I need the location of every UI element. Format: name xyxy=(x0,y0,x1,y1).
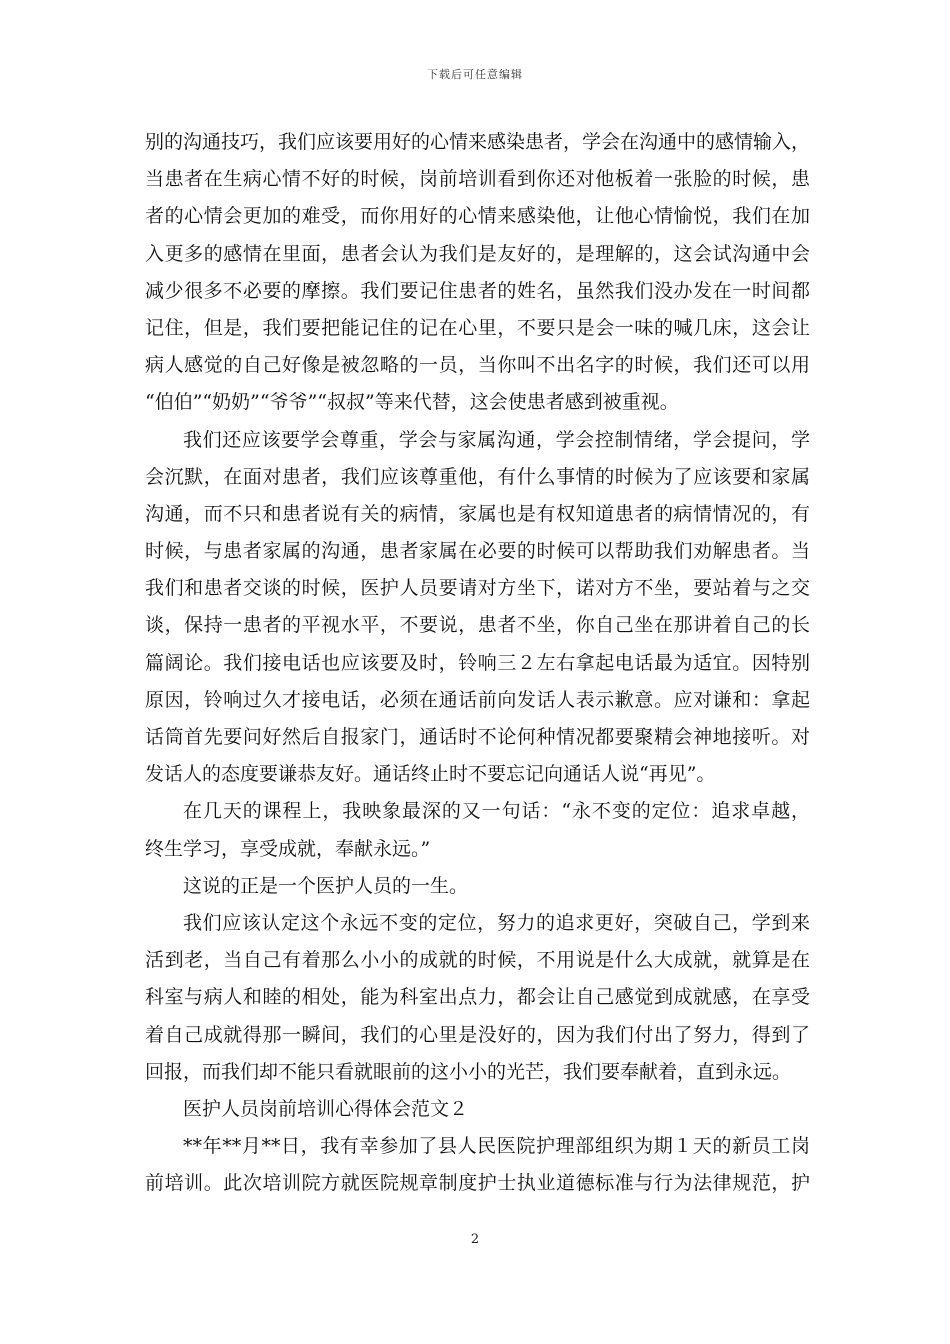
document-body xyxy=(145,124,810,1202)
text-line: 前培训。此次培训院方就医院规章制度护士执业道德标准与行为法律规范，护 xyxy=(145,1172,810,1195)
text-line: 减少很多不必要的摩擦。我们要记住患者的姓名，虽然我们没办发在一时间都 xyxy=(145,279,810,302)
text-line: 别的沟通技巧，我们应该要用好的心情来感染患者，学会在沟通中的感情输入， xyxy=(145,131,810,153)
text-line: 病人感觉的自己好像是被忽略的一员，当你叫不出名字的时候，我们还可以用 xyxy=(145,354,810,377)
text-line: 我们和患者交谈的时候，医护人员要请对方坐下，诺对方不坐，要站着与之交 xyxy=(145,577,810,600)
text-line: 原因，铃响过久才接电话，必须在通话前向发话人表示歉意。应对谦和：拿起 xyxy=(145,688,810,711)
text-line: 我们应该认定这个永远不变的定位，努力的追求更好，突破自己，学到来 xyxy=(183,911,810,934)
text-line: **年**月**日，我有幸参加了县人民医院护理部组织为期１天的新员工岗 xyxy=(183,1135,810,1158)
text-line: 着自己成就得那一瞬间，我们的心里是没好的，因为我们付出了努力，得到了 xyxy=(145,1023,810,1046)
page-header: 下载后可任意编辑 xyxy=(427,68,523,81)
text-line: 发话人的态度要谦恭友好。通话终止时不要忘记向通话人说“再见”。 xyxy=(145,763,716,786)
text-line: 我们还应该要学会尊重，学会与家属沟通，学会控制情绪，学会提问，学 xyxy=(183,428,810,451)
text-line: 这说的正是一个医护人员的一生。 xyxy=(183,874,469,897)
text-line: 者的心情会更加的难受，而你用好的心情来感染他，让他心情愉悦，我们在加 xyxy=(145,205,810,228)
text-line: 话筒首先要问好然后自报家门，通话时不论何种情况都要聚精会神地接听。对 xyxy=(145,726,810,748)
text-line: 回报，而我们却不能只看就眼前的这小小的光芒，我们要奉献着，直到永远。 xyxy=(145,1060,792,1083)
text-line: 终生学习，享受成就，奉献永远。” xyxy=(145,837,431,860)
text-line: 入更多的感情在里面，患者会认为我们是友好的，是理解的，这会试沟通中会 xyxy=(145,242,810,265)
text-line: 谈，保持一患者的平视水平，不要说，患者不坐，你自己坐在那讲着自己的长 xyxy=(145,614,810,637)
text-line: “伯伯”“奶奶”“爷爷”“叔叔”等来代替，这会使患者感到被重视。 xyxy=(145,391,679,414)
text-line: 当患者在生病心情不好的时候，岗前培训看到你还对他板着一张脸的时候，患 xyxy=(145,168,810,191)
text-line: 沟通，而不只和患者说有关的病情，家属也是有权知道患者的病情情况的，有 xyxy=(145,502,810,525)
page-number: 2 xyxy=(470,1232,480,1247)
text-line: 在几天的课程上，我映象最深的又一句话：“永不变的定位：追求卓越， xyxy=(183,800,810,823)
text-line: 篇阔论。我们接电话也应该要及时，铃响三２左右拿起电话最为适宜。因特别 xyxy=(145,651,810,674)
text-line: 时候，与患者家属的沟通，患者家属在必要的时候可以帮助我们劝解患者。当 xyxy=(145,540,810,563)
text-line: 会沉默，在面对患者，我们应该尊重他，有什么事情的时候为了应该要和家属 xyxy=(145,465,810,488)
text-line: 活到老，当自己有着那么小小的成就的时候，不用说是什么大成就，就算是在 xyxy=(145,949,810,972)
section-heading: 医护人员岗前培训心得体会范文２ xyxy=(183,1097,469,1120)
text-line: 记住，但是，我们要把能记住的记在心里，不要只是会一味的喊几床，这会让 xyxy=(145,316,810,339)
text-line: 科室与病人和睦的相处，能为科室出点力，都会让自己感觉到成就感，在享受 xyxy=(145,986,810,1009)
